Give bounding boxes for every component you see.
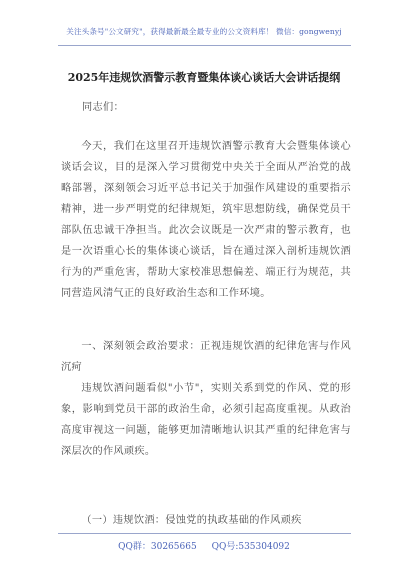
footer-qq-group: QQ群：30265665 <box>118 542 197 552</box>
paragraph-section-1: 违规饮酒问题看似"小节"，实则关系到党的作风、党的形象，影响到党员干部的政治生命，必须引起高度重视。从政治高度审视这一问题，能够更加清晰地认识其严重的纪律危害与深层次的作风顽疾。 <box>61 383 351 457</box>
document-title: 2025年违规饮酒警示教育暨集体谈心谈话大会讲话提纲 <box>67 71 341 84</box>
footer-qq-number: QQ号:535304092 <box>211 542 290 552</box>
header-promo-note: 关注头条号"公文研究"，获得最新最全最专业的公文资料库！ 微信：gongwenyj <box>66 27 342 36</box>
footer-contact <box>0 539 408 552</box>
subsection-heading-1: （一）违规饮酒：侵蚀党的执政基础的作风顽疾 <box>81 515 302 526</box>
section-heading-1: 一、深刻领会政治要求：正视违规饮酒的纪律危害与作风沉疴 <box>61 341 351 373</box>
greeting: 同志们： <box>82 102 124 113</box>
footer-divider <box>58 533 351 534</box>
paragraph-intro: 今天，我们在这里召开违规饮酒警示教育大会暨集体谈心谈话会议，目的是深入学习贯彻党中央关于全面从严治党的战略部署，深刻领会习近平总书记关于加强作风建设的重要指示精神，进一步严明党的纪律规矩，筑牢思想防线，确保党员干部队伍忠诚干净担当。此次会议既是一次严肃的警示教育，也是一次语重心长的集体谈心谈话，旨在通过深入剖析违规饮酒行为的严重危害，帮助大家校准思想偏差、端正行为规范，共同营造风清气正的良好政治生态和工作环境。 <box>61 141 351 299</box>
header-divider <box>58 45 351 46</box>
